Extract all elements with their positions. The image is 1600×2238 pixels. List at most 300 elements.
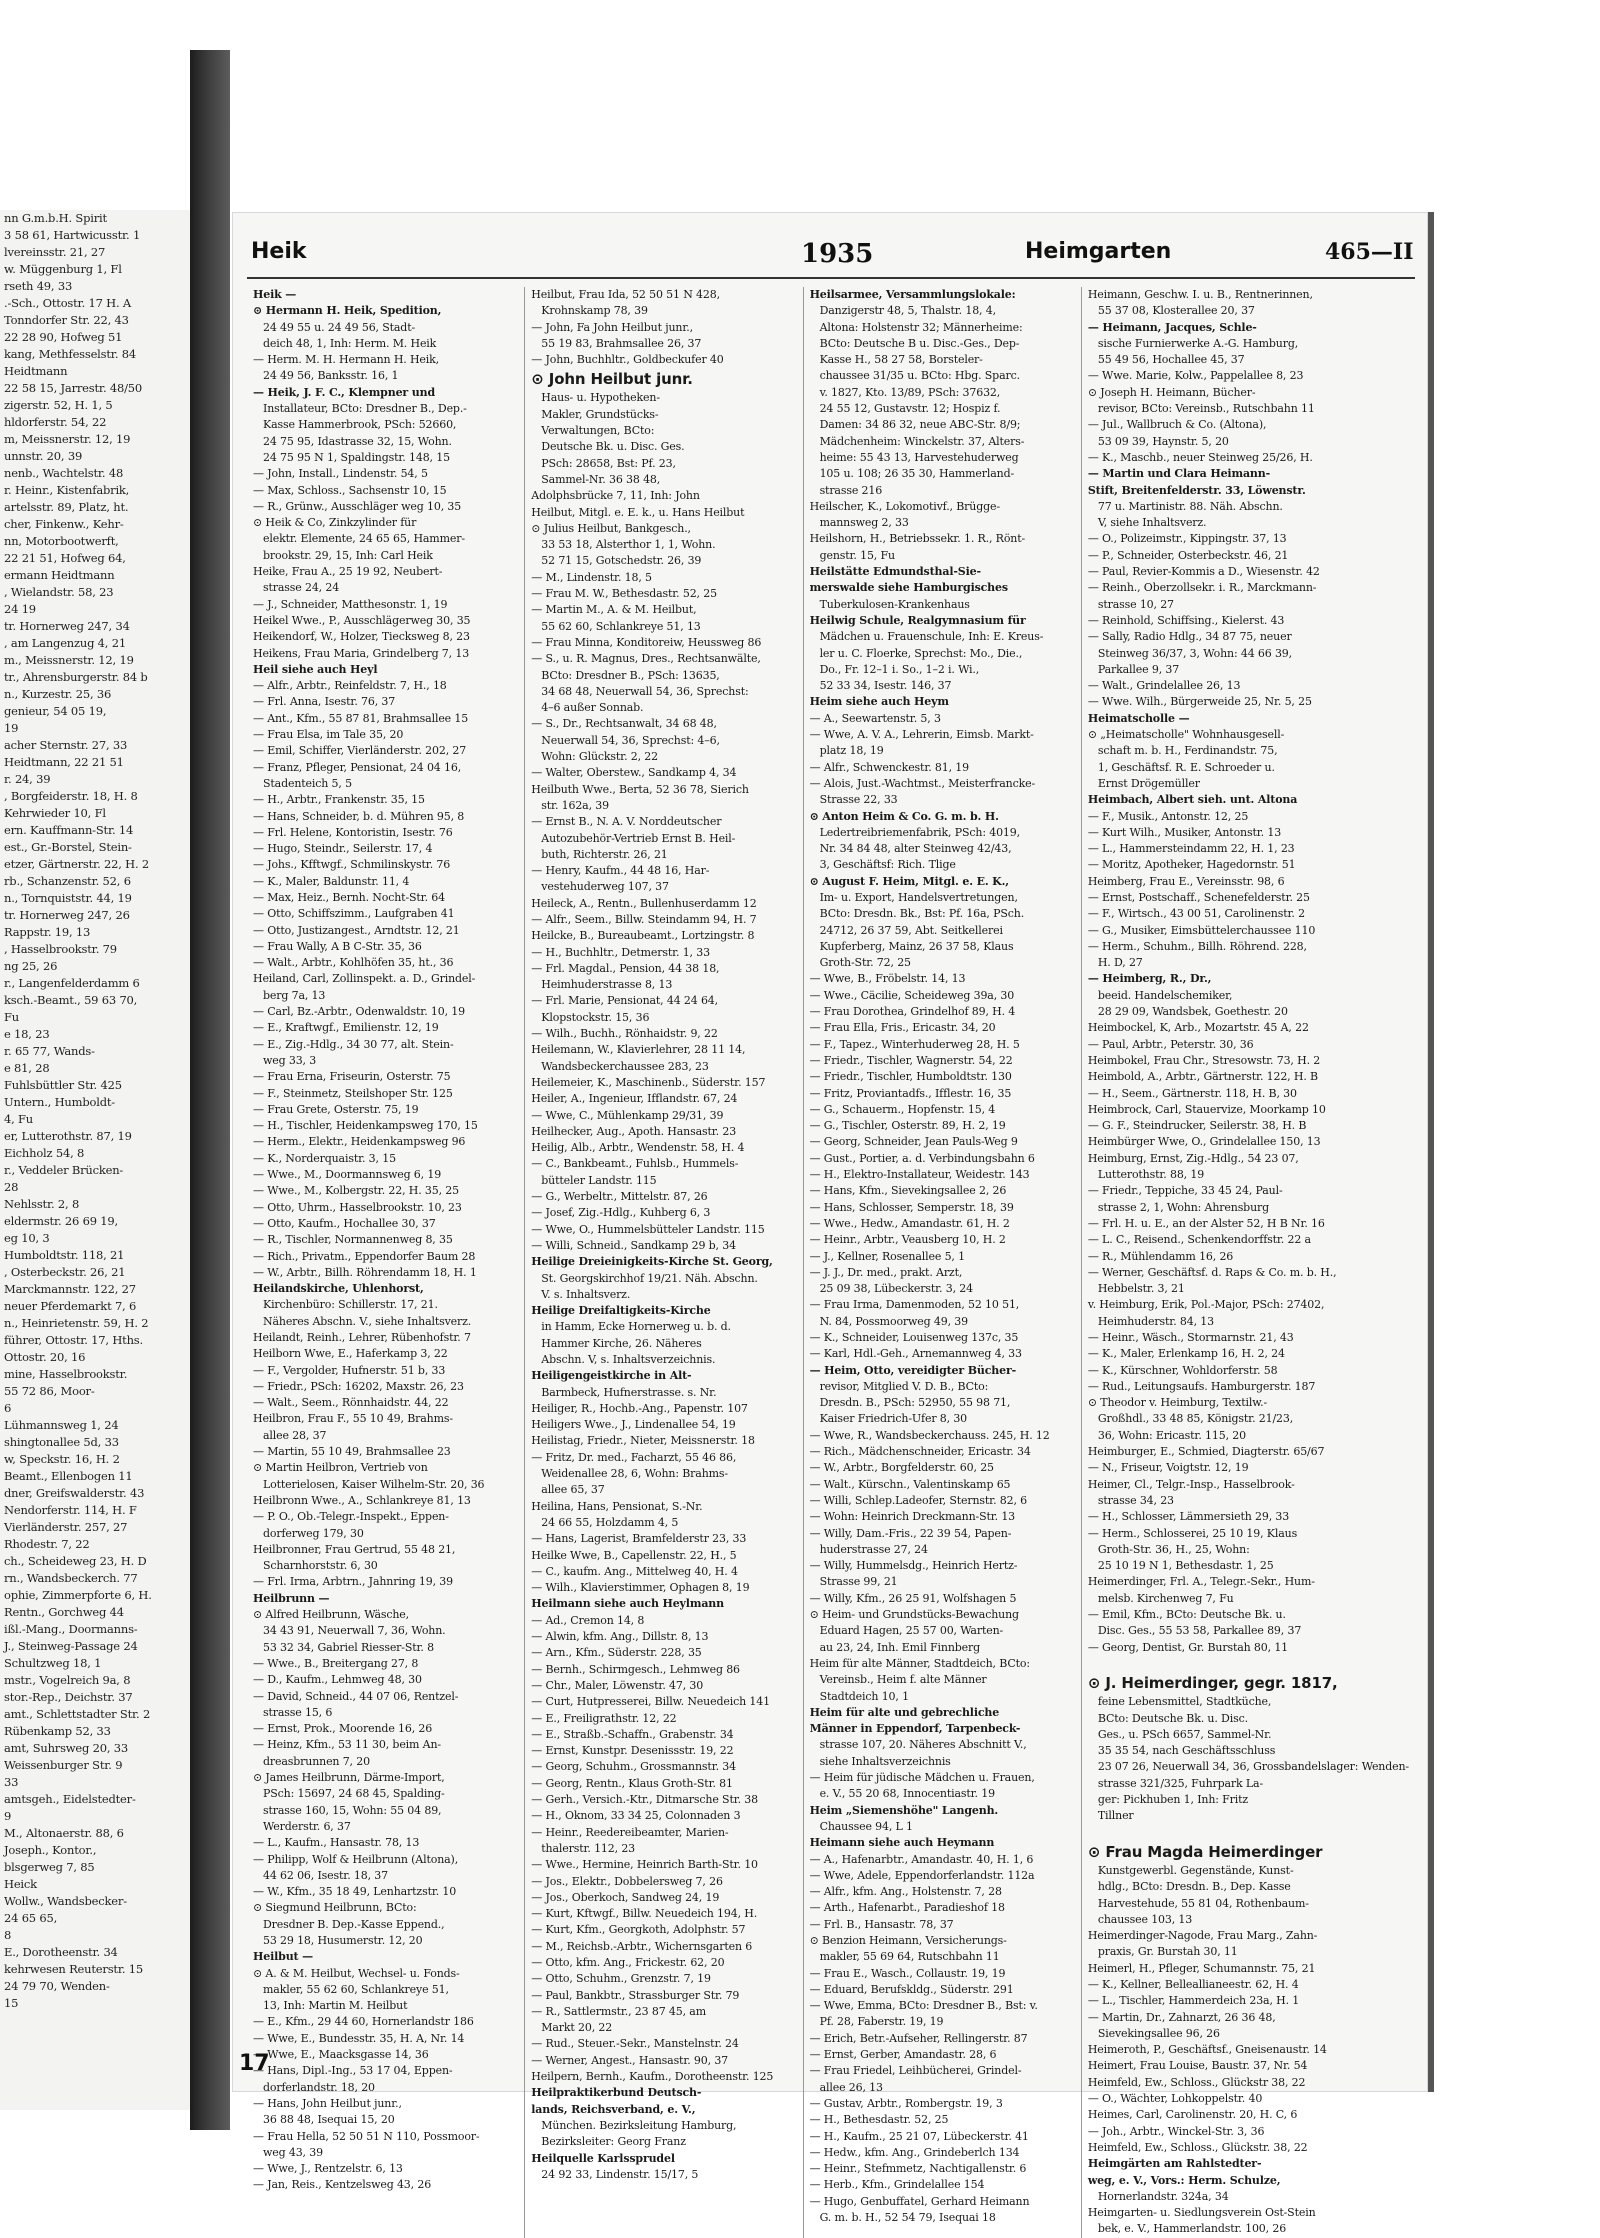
adjacent-page-line: ksch.-Beamt., 59 63 70,	[4, 993, 138, 1007]
adjacent-page-line: cher, Finkenw., Kehr-	[4, 517, 124, 531]
directory-entry-line: BCto: Deutsche Bk. u. Disc.	[1097, 1711, 1248, 1725]
directory-entry-line: Steinweg 36/37, 3, Wohn: 44 66 39,	[1097, 646, 1292, 660]
directory-entry-line: Kasse H., 58 27 58, Borsteler-	[819, 353, 983, 367]
directory-entry-line: genstr. 15, Fu	[819, 548, 895, 562]
directory-entry-line: — Frau Dorothea, Grindelhof 89, H. 4	[809, 1005, 1016, 1019]
directory-entry-line: — Ernst, Gerber, Amandastr. 28, 6	[809, 2048, 997, 2062]
adjacent-page-line: ophie, Zimmerpforte 6, H.	[4, 1588, 152, 1602]
directory-entry-line: Kupferberg, Mainz, 26 37 58, Klaus	[819, 939, 1014, 953]
directory-entry-line: — O., Polizeimstr., Kippingstr. 37, 13	[1087, 532, 1287, 546]
directory-entry-line: — Wwe, B., Fröbelstr. 14, 13	[809, 972, 966, 986]
directory-entry-line: — Frau Elsa, im Tale 35, 20	[253, 728, 404, 742]
entry-heading: Heilandskirche, Uhlenhorst,	[253, 1282, 424, 1296]
adjacent-page-line: mstr., Vogelreich 9a, 8	[4, 1673, 131, 1687]
entry-heading: Heilbrunn —	[253, 1591, 330, 1605]
adjacent-page-line: Tonndorfer Str. 22, 43	[4, 313, 129, 327]
directory-entry-line: Heimbrock, Carl, Stauervize, Moorkamp 10	[1087, 1102, 1326, 1116]
directory-entry-line: — Emil, Schiffer, Vierländerstr. 202, 27	[253, 744, 467, 758]
directory-entry-line: Vereinsb., Heim f. alte Männer	[819, 1673, 987, 1687]
directory-entry-line: ⊙ Benzion Heimann, Versicherungs-	[809, 1933, 1007, 1947]
directory-entry-line: v. Heimburg, Erik, Pol.-Major, PSch: 27402,	[1087, 1298, 1325, 1312]
directory-entry-line: Heilistag, Friedr., Nieter, Meissnerstr. 18	[531, 1434, 755, 1448]
directory-entry-line: München. Bezirksleitung Hamburg,	[541, 2118, 737, 2132]
book-gutter	[190, 50, 230, 2130]
directory-entry-line: Heilke Wwe, B., Capellenstr. 22, H., 5	[531, 1548, 737, 1562]
directory-entry-line: — Jan, Reis., Kentzelsweg 43, 26	[253, 2178, 432, 2192]
directory-entry-line: — Willy, Kfm., 26 25 91, Wolfshagen 5	[809, 1591, 1017, 1605]
directory-entry-line: Makler, Grundstücks-	[541, 407, 659, 421]
directory-entry-line: H. D, 27	[1097, 956, 1143, 970]
directory-entry-line: heime: 55 43 13, Harvestehuderweg	[819, 450, 1019, 464]
directory-entry-line: Heilina, Hans, Pensionat, S.-Nr.	[531, 1499, 703, 1513]
adjacent-page-line: ißl.-Mang., Doormanns-	[4, 1622, 138, 1636]
directory-entry-line: 53 32 34, Gabriel Riesser-Str. 8	[263, 1640, 434, 1654]
directory-entry-line: Groth-Str. 36, H., 25, Wohn:	[1097, 1542, 1250, 1556]
directory-entry-line: Abschn. V, s. Inhaltsverzeichnis.	[541, 1353, 716, 1366]
directory-entry-line: 77 u. Martinistr. 88. Näh. Abschn.	[1097, 499, 1283, 513]
adjacent-page-line: est., Gr.-Borstel, Stein-	[4, 840, 132, 854]
adjacent-page-line: 33	[4, 1775, 19, 1789]
directory-entry-line: — C., Bankbeamt., Fuhlsb., Hummels-	[531, 1157, 739, 1171]
adjacent-page-line: Rappstr. 19, 13	[4, 925, 91, 939]
adjacent-page-line: .-Sch., Ottostr. 17 H. A	[4, 296, 132, 310]
directory-entry-line: — H., Bethesdastr. 52, 25	[809, 2113, 949, 2127]
adjacent-page-line: rb., Schanzenstr. 52, 6	[4, 874, 131, 888]
directory-entry-line: — H., Elektro-Installateur, Weidestr. 143	[809, 1168, 1030, 1182]
entry-heading: Heimgärten am Rahlstedter-	[1087, 2157, 1262, 2171]
directory-entry-line: — Paul, Revier-Kommis a D., Wiesenstr. 42	[1087, 565, 1320, 579]
directory-entry-line: — Rud., Steuer.-Sekr., Manstelnstr. 24	[531, 2037, 739, 2051]
directory-entry-line: — Frau Grete, Osterstr. 75, 19	[253, 1102, 419, 1116]
header-rule	[247, 277, 1415, 279]
directory-entry-line: 105 u. 108; 26 35 30, Hammerland-	[819, 467, 1015, 481]
directory-entry-line: Bezirksleiter: Georg Franz	[541, 2135, 686, 2149]
directory-entry-line: in Hamm, Ecke Hornerweg u. b. d.	[541, 1320, 731, 1334]
directory-entry-line: Heilscher, K., Lokomotivf., Brügge-	[809, 499, 1000, 513]
entry-heading: Männer in Eppendorf, Tarpenbeck-	[809, 1722, 1021, 1736]
directory-entry-line: St. Georgskirchhof 19/21. Näh. Abschn.	[541, 1271, 758, 1285]
directory-entry-line: — Frl. Marie, Pensionat, 44 24 64,	[531, 994, 719, 1008]
directory-entry-line: 24 49 55 u. 24 49 56, Stadt-	[263, 320, 416, 334]
directory-entry-line: — G., Musiker, Eimsbüttelerchaussee 110	[1087, 923, 1316, 937]
directory-entry-line: 13, Inh: Martin M. Heilbut	[263, 1999, 408, 2013]
directory-entry-line: — Reinh., Oberzollsekr. i. R., Marckmann-	[1087, 581, 1317, 595]
directory-entry-line: strasse 2, 1, Wohn: Ahrensburg	[1097, 1200, 1270, 1214]
directory-entry-line: — W., Kfm., 35 18 49, Lenhartzstr. 10	[253, 1885, 457, 1899]
directory-entry-line: Krohnskamp 78, 39	[541, 304, 648, 318]
entry-heading: Heilige Dreieinigkeits-Kirche St. Georg,	[531, 1255, 773, 1269]
directory-entry-line: — Johs., Kfftwgf., Schmilinskystr. 76	[253, 858, 451, 872]
directory-entry-line: Heikendorf, W., Holzer, Tiecksweg 8, 23	[253, 630, 470, 644]
directory-entry-line: ⊙ Theodor v. Heimburg, Textilw.-	[1087, 1396, 1268, 1410]
adjacent-page-line: Fu	[4, 1010, 19, 1024]
directory-entry-line: strasse 10, 27	[1097, 597, 1174, 611]
directory-entry-line: Hammer Kirche, 26. Näheres	[541, 1336, 702, 1350]
adjacent-page-line: r. 24, 39	[4, 772, 51, 786]
directory-entry-line: — Willy, Hummelsdg., Heinrich Hertz-	[809, 1559, 1018, 1573]
directory-entry-line: schaft m. b. H., Ferdinandstr. 75,	[1097, 744, 1278, 758]
adjacent-page-line: Heick	[4, 1877, 37, 1891]
directory-entry-line: — Wwe, O., Hummelsbütteler Landstr. 115	[531, 1222, 765, 1236]
directory-entry-line: — K., Maler, Erlenkamp 16, H. 2, 24	[1087, 1347, 1285, 1361]
directory-entry-line: Heilhecker, Aug., Apoth. Hansastr. 23	[531, 1124, 737, 1138]
directory-entry-line: — Friedr., Tischler, Humboldtstr. 130	[809, 1070, 1012, 1084]
directory-entry-line: 53 29 18, Husumerstr. 12, 20	[263, 1933, 423, 1947]
directory-entry-line: Heimerdinger, Frl. A., Telegr.-Sekr., Hum-	[1087, 1575, 1315, 1589]
directory-entry-line: — Wwe, Emma, BCto: Dresdner B., Bst: v.	[809, 1999, 1038, 2013]
directory-entry-line: — Hans, Kfm., Sievekingsallee 2, 26	[809, 1184, 1007, 1198]
directory-entry-line: strasse 24, 24	[263, 581, 340, 595]
directory-entry-line: — G. F., Steindrucker, Seilerstr. 38, H. B	[1087, 1119, 1307, 1133]
directory-entry-line: — Otto, Justizangest., Arndtstr. 12, 21	[253, 923, 460, 937]
directory-entry-line: Parkallee 9, 37	[1097, 662, 1180, 676]
entry-heading: Heim „Siemenshöhe" Langenh.	[809, 1803, 999, 1817]
directory-entry-line: 55 49 56, Hochallee 45, 37	[1097, 353, 1245, 367]
directory-entry-line: — Wwe., Hermine, Heinrich Barth-Str. 10	[531, 1858, 758, 1872]
directory-entry-line: — Walt., Seem., Rönnhaidstr. 44, 22	[253, 1396, 449, 1410]
directory-entry-line: — L. C., Reisend., Schenkendorffstr. 22 a	[1087, 1233, 1311, 1247]
directory-entry-line: Haus- u. Hypotheken-	[541, 391, 660, 405]
directory-entry-line: Heilbut, Mitgl. e. E. k., u. Hans Heilbut	[531, 505, 745, 519]
entry-heading: Heimann siehe auch Heymann	[809, 1836, 995, 1850]
directory-entry-line: Altona: Holstenstr 32; Männerheime:	[819, 320, 1023, 334]
directory-entry-line: — Otto, Uhrm., Hasselbrookstr. 10, 23	[253, 1200, 462, 1214]
directory-entry-line: 24 66 55, Holzdamm 4, 5	[541, 1515, 679, 1529]
directory-entry-line: — Hans, John Heilbut junr.,	[253, 2096, 402, 2110]
directory-entry-line: Heilpern, Bernh., Kaufm., Dorotheenstr. 125	[531, 2070, 774, 2084]
directory-entry-line: ⊙ Martin Heilbron, Vertrieb von	[253, 1461, 428, 1475]
adjacent-page-line: Marckmannstr. 122, 27	[4, 1282, 136, 1296]
directory-entry-line: — Gustav, Arbtr., Rombergstr. 19, 3	[809, 2096, 1003, 2110]
directory-entry-line: — Frau Friedel, Leihbücherei, Grindel-	[809, 2064, 1022, 2078]
directory-entry-line: — Kurt, Kfm., Georgkoth, Adolphstr. 57	[531, 1923, 746, 1937]
directory-entry-line: BCto: Deutsche B u. Disc.-Ges., Dep-	[819, 336, 1020, 350]
adjacent-page-line: Fuhlsbüttler Str. 425	[4, 1078, 122, 1092]
adjacent-page-line: 28	[4, 1180, 19, 1194]
directory-entry-line: — Frau E., Wasch., Collaustr. 19, 19	[809, 1966, 1006, 1980]
adjacent-page-line: n., Heinrietenstr. 59, H. 2	[4, 1316, 149, 1330]
directory-columns	[247, 287, 1415, 2236]
directory-entry-line: Deutsche Bk. u. Disc. Ges.	[541, 440, 685, 454]
directory-entry-line: Barmbeck, Hufnerstrasse. s. Nr.	[541, 1385, 717, 1399]
adjacent-page-line: Heidtmann	[4, 364, 68, 378]
directory-entry-line: Tuberkulosen-Krankenhaus	[819, 597, 970, 611]
directory-entry-line: — Herm. M. H. Hermann H. Heik,	[253, 353, 440, 367]
directory-entry-line: Mädchenheim: Winckelstr. 37, Alters-	[819, 434, 1025, 448]
directory-entry-line: — Herm., Elektr., Heidenkampsweg 96	[253, 1135, 466, 1149]
adjacent-page-line: w. Müggenburg 1, Fl	[4, 262, 122, 276]
column-1	[247, 287, 525, 2238]
adjacent-page-line: 22 28 90, Hofweg 51	[4, 330, 123, 344]
directory-entry-line: — Moritz, Apotheker, Hagedornstr. 51	[1087, 858, 1296, 872]
directory-entry-line: — Fritz, Proviantadfs., Ifflestr. 16, 35	[809, 1086, 1012, 1100]
directory-entry-line: Weidenallee 28, 6, Wohn: Brahms-	[541, 1467, 728, 1481]
directory-entry-line: 35 35 54, nach Geschäftsschluss	[1097, 1744, 1276, 1758]
directory-entry-line: 55 37 08, Klosterallee 20, 37	[1097, 304, 1255, 318]
adjacent-page-line: m, Meissnerstr. 12, 19	[4, 432, 131, 446]
directory-entry-line: — J. J., Dr. med., prakt. Arzt,	[809, 1265, 963, 1279]
directory-entry-line: ler u. C. Floerke, Sprechst: Mo., Die.,	[819, 646, 1023, 660]
directory-entry-line: — Friedr., Teppiche, 33 45 24, Paul-	[1087, 1184, 1283, 1198]
directory-entry-line: — Walt., Kürschn., Valentinskamp 65	[809, 1477, 1011, 1491]
directory-entry-line: — Hans, Dipl.-Ing., 53 17 04, Eppen-	[253, 2064, 453, 2078]
page-edge-shadow	[1428, 212, 1434, 2092]
entry-heading: Heim für alte und gebrechliche	[809, 1705, 1000, 1719]
directory-entry-line: Lotterielosen, Kaiser Wilhelm-Str. 20, 36	[263, 1477, 485, 1491]
adjacent-page-line: acher Sternstr. 27, 33	[4, 738, 128, 752]
directory-entry-line: Heiler, A., Ingenieur, Ifflandstr. 67, 24	[531, 1092, 738, 1106]
directory-entry-line: — Rud., Leitungsaufs. Hamburgerstr. 187	[1087, 1379, 1316, 1393]
directory-entry-line: BCto: Dresdner B., PSch: 13635,	[541, 668, 720, 682]
adjacent-page-line: Eichholz 54, 8	[4, 1146, 85, 1160]
directory-entry-line: Heikens, Frau Maria, Grindelberg 7, 13	[253, 646, 470, 660]
directory-entry-line: Sammel-Nr. 36 38 48,	[541, 472, 661, 486]
adjacent-page-line: zigerstr. 52, H. 1, 5	[4, 398, 113, 412]
directory-entry-line: — R., Sattlermstr., 23 87 45, am	[531, 2004, 706, 2018]
adjacent-page-line: genieur, 54 05 19,	[4, 704, 107, 718]
directory-entry-line: weg 33, 3	[263, 1053, 317, 1067]
entry-heading: Heilsarmee, Versammlungslokale:	[809, 288, 1016, 301]
directory-entry-line: — Frau Erna, Friseurin, Osterstr. 75	[253, 1070, 451, 1084]
entry-heading: Heilpraktikerbund Deutsch-	[531, 2086, 702, 2100]
directory-entry-line: — Walt., Arbtr., Kohlhöfen 35, ht., 36	[253, 956, 454, 970]
adjacent-page-line: tr. Hornerweg 247, 34	[4, 619, 130, 633]
directory-entry-line: Heilig, Alb., Arbtr., Wendenstr. 58, H. 4	[531, 1141, 745, 1155]
directory-entry-line: — K., Schneider, Louisenweg 137c, 35	[809, 1331, 1019, 1344]
directory-entry-line: Heilemann, W., Klavierlehrer, 28 11 14,	[531, 1043, 746, 1057]
adjacent-page-line: e 81, 28	[4, 1061, 50, 1075]
adjacent-page-line: e 18, 23	[4, 1027, 50, 1041]
directory-entry-line: Hornerlandstr. 324a, 34	[1097, 2189, 1229, 2203]
directory-entry-line: Kirchenbüro: Schillerstr. 17, 21.	[263, 1298, 438, 1312]
directory-entry-line: Heimburger, E., Schmied, Diagterstr. 65/67	[1087, 1445, 1325, 1459]
directory-entry-line: 33 53 18, Alsterthor 1, 1, Wohn.	[541, 538, 716, 552]
directory-entry-line: — Herm., Schlosserei, 25 10 19, Klaus	[1087, 1526, 1298, 1540]
directory-entry-line: — Max, Heiz., Bernh. Nocht-Str. 64	[253, 890, 445, 904]
adjacent-page-line: dner, Greifswalderstr. 43	[4, 1486, 145, 1500]
directory-entry-line: — Arn., Kfm., Süderstr. 228, 35	[531, 1646, 702, 1660]
directory-entry-line: e. V., 55 20 68, Innocentiastr. 19	[819, 1787, 995, 1801]
directory-entry-line: — Carl, Bz.-Arbtr., Odenwaldstr. 10, 19	[253, 1005, 465, 1019]
directory-entry-line: — E., Kraftwgf., Emilienstr. 12, 19	[253, 1021, 439, 1035]
directory-entry-line: — Friedr., Tischler, Wagnerstr. 54, 22	[809, 1053, 1013, 1067]
directory-entry-line: Ledertreibriemenfabrik, PSch: 4019,	[819, 825, 1020, 839]
directory-entry-line: — Frau M. W., Bethesdastr. 52, 25	[531, 587, 717, 601]
directory-entry-line: — Wwe. Wilh., Bürgerweide 25, Nr. 5, 25	[1087, 695, 1312, 709]
directory-entry-line: — Eduard, Berufskldg., Süderstr. 291	[809, 1982, 1014, 1996]
directory-entry-line: — Otto, kfm. Ang., Frickestr. 62, 20	[531, 1955, 725, 1969]
adjacent-page-line: Humboldtstr. 118, 21	[4, 1248, 125, 1262]
directory-entry-line: Kunstgewerbl. Gegenstände, Kunst-	[1097, 1863, 1294, 1877]
directory-entry-line: — Ernst, Postschaff., Schenefelderstr. 25	[1087, 890, 1310, 904]
directory-entry-line: Heimhuderstr. 84, 13	[1097, 1314, 1214, 1328]
adjacent-page-line: eg 10, 3	[4, 1231, 50, 1245]
directory-entry-line: strasse 321/325, Fuhrpark La-	[1097, 1776, 1264, 1790]
directory-entry-line: — H., Tischler, Heidenkampsweg 170, 15	[253, 1119, 478, 1133]
directory-entry-line: Ges., u. PSch 6657, Sammel-Nr.	[1097, 1727, 1272, 1741]
directory-entry-line: — Curt, Hutpresserei, Billw. Neuedeich 141	[531, 1695, 770, 1709]
directory-entry-line: — Herb., Kfm., Grindelallee 154	[809, 2178, 985, 2192]
directory-entry-line: — Gust., Portier, a. d. Verbindungsbahn 6	[809, 1151, 1035, 1165]
adjacent-page-line: Weissenburger Str. 9	[4, 1758, 123, 1772]
directory-entry-line: — Hugo, Genbuffatel, Gerhard Heimann	[809, 2194, 1030, 2208]
directory-entry-line: Heikel Wwe., P., Ausschlägerweg 30, 35	[253, 613, 471, 627]
entry-heading: merswalde siehe Hamburgisches	[809, 581, 1008, 595]
entry-heading: Heimatscholle —	[1087, 711, 1190, 725]
directory-entry-line: — Gerh., Versich.-Ktr., Ditmarsche Str. 38	[531, 1793, 759, 1807]
directory-entry-line: Strasse 99, 21	[819, 1575, 898, 1589]
header-first-entry: Heik	[251, 239, 307, 264]
entry-heading: ⊙ Hermann H. Heik, Spedition,	[253, 304, 442, 318]
directory-entry-line: — Wwe, Adele, Eppendorferlandstr. 112a	[809, 1868, 1035, 1882]
directory-entry-line: — Frau Hella, 52 50 51 N 110, Possmoor-	[253, 2129, 480, 2143]
directory-entry-line: — H., Kaufm., 25 21 07, Lübeckerstr. 41	[809, 2129, 1029, 2143]
adjacent-page-line: rn., Wandsbeckerch. 77	[4, 1571, 138, 1585]
directory-entry-line: Wohn: Glückstr. 2, 22	[541, 750, 658, 764]
entry-heading: — Heimberg, R., Dr.,	[1087, 972, 1212, 986]
adjacent-page-line: amtsgeh., Eidelstedter-	[4, 1792, 136, 1806]
directory-entry-line: Eduard Hagen, 25 57 00, Warten-	[819, 1624, 1004, 1638]
directory-entry-line: Heimert, Frau Louise, Baustr. 37, Nr. 54	[1087, 2059, 1308, 2073]
directory-entry-line: chaussee 31/35 u. BCto: Hbg. Sparc.	[819, 369, 1020, 383]
adjacent-page-line: tr., Ahrensburgerstr. 84 b	[4, 670, 148, 684]
adjacent-page-line: blsgerweg 7, 85	[4, 1860, 95, 1874]
directory-entry-line: — Willi, Schneid., Sandkamp 29 b, 34	[531, 1238, 736, 1252]
adjacent-page-line: artelsstr. 89, Platz, ht.	[4, 500, 129, 514]
directory-entry-line: — W., Arbtr., Billh. Röhrendamm 18, H. 1	[253, 1265, 477, 1279]
directory-entry-line: Adolphsbrücke 7, 11, Inh: John	[531, 489, 700, 503]
adjacent-page-line: 24 79 70, Wenden-	[4, 1979, 110, 1993]
directory-entry-line: 23 07 26, Neuerwall 34, 36, Grossbandelslager: Wenden-	[1097, 1760, 1409, 1774]
adjacent-page-line: 24 65 65,	[4, 1911, 58, 1925]
header-last-entry: Heimgarten	[1025, 239, 1172, 264]
directory-entry-line: v. 1827, Kto. 13/89, PSch: 37632,	[819, 385, 1001, 399]
entry-heading: ⊙ Anton Heim & Co. G. m. b. H.	[809, 809, 999, 823]
directory-entry-line: — Ant., Kfm., 55 87 81, Brahmsallee 15	[253, 711, 469, 725]
directory-entry-line: 24 75 95 N 1, Spaldingstr. 148, 15	[263, 450, 450, 464]
directory-entry-line: ⊙ „Heimatscholle" Wohnhausgesell-	[1087, 728, 1285, 742]
directory-entry-line: — Otto, Schiffszimm., Laufgraben 41	[253, 907, 455, 921]
directory-entry-line: — H., Seem., Gärtnerstr. 118, H. B, 30	[1087, 1086, 1297, 1100]
directory-entry-line: dorferweg 179, 30	[263, 1526, 364, 1540]
directory-entry-line: V, siehe Inhaltsverz.	[1097, 516, 1207, 530]
directory-entry-line: Heimfeld, Ew., Schloss., Glückstr. 38, 22	[1087, 2140, 1308, 2154]
directory-entry-line: — Wwe., B., Breitergang 27, 8	[253, 1656, 419, 1670]
adjacent-page-line: tr. Hornerweg 247, 26	[4, 908, 130, 922]
directory-entry-line: — Ernst B., N. A. V. Norddeutscher	[531, 815, 722, 829]
directory-entry-line: 36 88 48, Isequai 15, 20	[263, 2113, 395, 2127]
directory-entry-line: BCto: Dresdn. Bk., Bst: Pf. 16a, PSch.	[819, 907, 1025, 921]
adjacent-page-line: r., Veddeler Brücken-	[4, 1163, 124, 1177]
directory-entry-line: — Wohn: Heinrich Dreckmann-Str. 13	[809, 1510, 1016, 1524]
adjacent-page-line: unnstr. 20, 39	[4, 449, 83, 463]
directory-entry-line: — Alois, Just.-Wachtmst., Meisterfrancke-	[809, 776, 1036, 790]
directory-entry-line: Heimberg, Frau E., Vereinsstr. 98, 6	[1087, 874, 1285, 888]
directory-entry-line: ⊙ Heim- und Grundstücks-Bewachung	[809, 1608, 1019, 1622]
directory-entry-line: Stadenteich 5, 5	[263, 776, 352, 790]
directory-entry-line: — G., Schauerm., Hopfenstr. 15, 4	[809, 1102, 996, 1116]
adjacent-page-line: 8	[4, 1928, 12, 1942]
directory-entry-line: — G., Tischler, Osterstr. 89, H. 2, 19	[809, 1119, 1006, 1133]
directory-entry-line: — F., Tapez., Winterhuderweg 28, H. 5	[809, 1037, 1020, 1051]
directory-entry-line: — Philipp, Wolf & Heilbrunn (Altona),	[253, 1852, 459, 1866]
adjacent-page-line: 9	[4, 1809, 12, 1823]
directory-entry-line: — Chr., Maler, Löwenstr. 47, 30	[531, 1678, 704, 1692]
directory-entry-line: — Sally, Radio Hdlg., 34 87 75, neuer	[1087, 630, 1292, 644]
directory-entry-line: — Karl, Hdl.-Geh., Arnemannweg 4, 33	[809, 1347, 1022, 1361]
directory-entry-line: Strasse 22, 33	[819, 793, 898, 807]
directory-entry-line: — Fritz, Dr. med., Facharzt, 55 46 86,	[531, 1450, 737, 1464]
directory-entry-line: 55 62 60, Schlankreye 51, 13	[541, 619, 701, 633]
directory-entry-line: — Frau Wally, A B C-Str. 35, 36	[253, 939, 422, 953]
column-3	[804, 287, 1082, 2238]
directory-entry-line: 55 19 83, Brahmsallee 26, 37	[541, 336, 702, 350]
directory-entry-line: — Frl. B., Hansastr. 78, 37	[809, 1917, 954, 1931]
directory-entry-line: allee 28, 37	[263, 1428, 327, 1442]
directory-entry-line: — Reinhold, Schiffsing., Kielerst. 43	[1087, 613, 1285, 627]
page-header	[233, 213, 1429, 281]
directory-entry-line: — K., Maler, Baldunstr. 11, 4	[253, 874, 410, 888]
directory-entry-line: Tillner	[1097, 1809, 1134, 1823]
adjacent-page-line: eldermstr. 26 69 19,	[4, 1214, 118, 1228]
directory-entry-line: — F., Vergolder, Hufnerstr. 51 b, 33	[253, 1363, 446, 1377]
adjacent-page-line: , Borgfeiderstr. 18, H. 8	[4, 789, 138, 803]
directory-entry-line: Heilbut, Frau Ida, 52 50 51 N 428,	[531, 288, 720, 301]
directory-entry-line: Lutterothstr. 88, 19	[1097, 1168, 1205, 1182]
directory-entry-line: — Rich., Privatm., Eppendorfer Baum 28	[253, 1249, 476, 1263]
directory-entry-line: — Heinr., Arbtr., Veausberg 10, H. 2	[809, 1233, 1006, 1247]
directory-entry-line: brookstr. 29, 15, Inh: Carl Heik	[263, 548, 433, 562]
directory-entry-line: — H., Buchhltr., Detmerstr. 1, 33	[531, 945, 710, 959]
directory-entry-line: buth, Richterstr. 26, 21	[541, 847, 668, 861]
directory-entry-line: Heike, Frau A., 25 19 92, Neubert-	[253, 565, 443, 579]
directory-entry-line: Heilbuth Wwe., Berta, 52 36 78, Sierich	[531, 782, 749, 796]
directory-entry-line: — Josef, Zig.-Hdlg., Kuhberg 6, 3	[531, 1206, 711, 1220]
directory-entry-line	[1088, 1656, 1409, 1672]
adjacent-page-line: , Wielandstr. 58, 23	[4, 585, 114, 599]
adjacent-page-line: r. 65 77, Wands-	[4, 1044, 95, 1058]
directory-entry-line: — L., Kaufm., Hansastr. 78, 13	[253, 1836, 420, 1850]
directory-entry-line: Heiland, Carl, Zollinspekt. a. D., Grindel-	[253, 972, 476, 986]
directory-entry-line: — Heinr., Reedereibeamter, Marien-	[531, 1825, 729, 1839]
directory-entry-line: revisor, BCto: Vereinsb., Rutschbahn 11	[1097, 402, 1315, 416]
adjacent-page-line: amt., Schlettstadter Str. 2	[4, 1707, 151, 1721]
directory-entry-line: — Alfr., Seem., Billw. Steindamm 94, H. 7	[531, 912, 757, 926]
directory-entry-line: Heilcke, B., Bureaubeamt., Lortzingstr. 8	[531, 929, 755, 943]
directory-entry-line: — Friedr., PSch: 16202, Maxstr. 26, 23	[253, 1379, 464, 1393]
directory-entry-line: Heimes, Carl, Carolinenstr. 20, H. C, 6	[1087, 2108, 1298, 2122]
directory-entry-line: Heimeroth, P., Geschäftsf., Gneisenaustr. 14	[1087, 2043, 1327, 2057]
directory-entry-line: ger: Pickhuben 1, Inh: Fritz	[1097, 1793, 1249, 1807]
adjacent-page-line: 4, Fu	[4, 1112, 34, 1126]
directory-entry-line: allee 26, 13	[819, 2080, 883, 2094]
entry-heading: Heilige Dreifaltigkeits-Kirche	[531, 1304, 711, 1318]
adjacent-page-line: 19	[4, 721, 19, 735]
directory-entry-line: — E., Freiligrathstr. 12, 22	[531, 1711, 677, 1725]
directory-entry-line: — Jos., Oberkoch, Sandweg 24, 19	[531, 1890, 720, 1904]
directory-entry-line: au 23, 24, Inh. Emil Finnberg	[819, 1640, 981, 1654]
adjacent-page-line: kehrwesen Reuterstr. 15	[4, 1962, 143, 1976]
entry-heading: Heilquelle Karlssprudel	[531, 2151, 675, 2165]
directory-entry-line: strasse 34, 23	[1097, 1493, 1174, 1507]
directory-entry-line: Heilandt, Reinh., Lehrer, Rübenhofstr. 7	[253, 1331, 471, 1344]
directory-entry-line: Heilbronn Wwe., A., Schlankreye 81, 13	[253, 1493, 471, 1507]
directory-entry-line: dorferlandstr. 18, 20	[263, 2080, 375, 2094]
directory-entry-line: — K., Maschb., neuer Steinweg 25/26, H.	[1087, 450, 1313, 464]
directory-entry-line: Do., Fr. 12–1 i. So., 1–2 i. Wi.,	[819, 662, 980, 676]
directory-entry-line: Pf. 28, Faberstr. 19, 19	[819, 2015, 944, 2029]
adjacent-page-line: r. Heinr., Kistenfabrik,	[4, 483, 130, 497]
